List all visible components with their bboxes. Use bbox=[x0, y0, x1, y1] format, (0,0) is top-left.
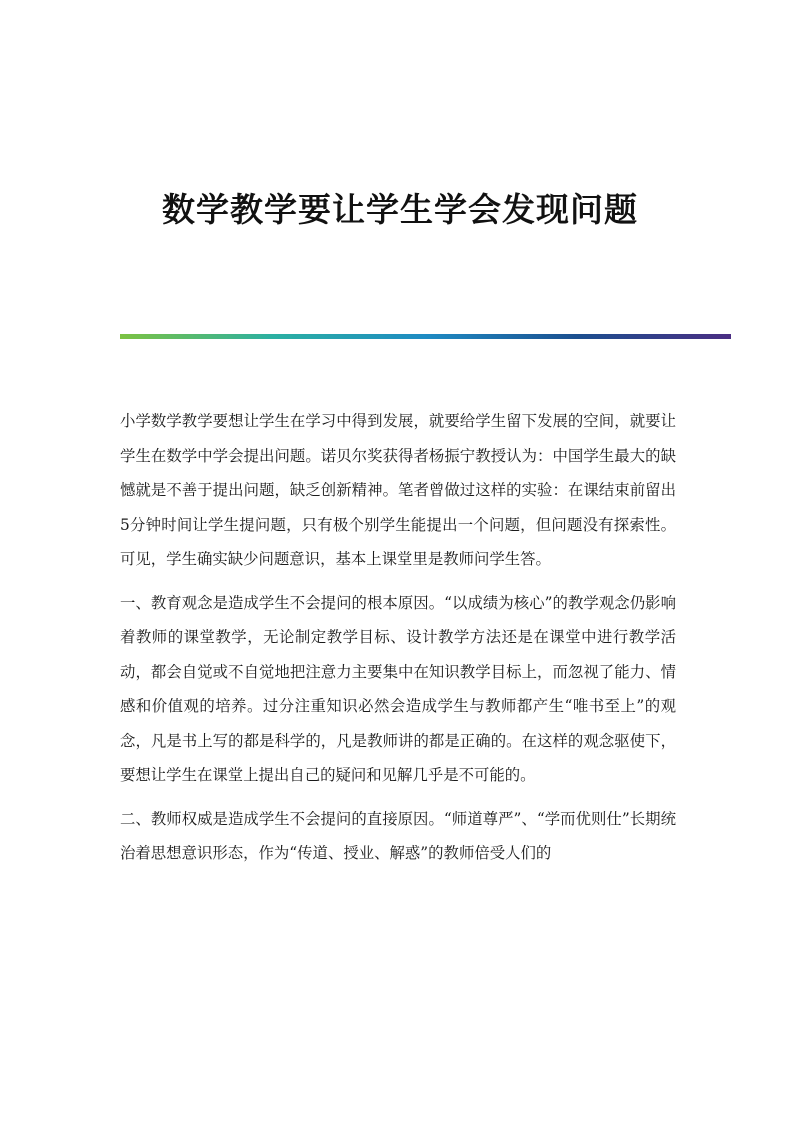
paragraph-section-1: 一、教育观念是造成学生不会提问的根本原因。“以成绩为核心”的教学观念仍影响着教师的课堂教学，无论制定教学目标、设计教学方法还是在课堂中进行教学活动，都会自觉或不自觉地把注意力主要集中在知识教学目标上，而忽视了能力、情感和价值观的培养。过分注重知识必然会造成学生与教师都产生“唯书至上”的观念，凡是书上写的都是科学的，凡是教师讲的都是正确的。在这样的观念驱使下，要想让学生在课堂上提出自己的疑问和见解几乎是不可能的。 bbox=[120, 593, 676, 784]
document-body bbox=[120, 404, 676, 880]
document-title: 数学教学要让学生学会发现问题 bbox=[162, 190, 638, 229]
paragraph-section-2: 二、教师权威是造成学生不会提问的直接原因。“师道尊严”、“学而优则仕”长期统治着思想意识形态，作为“传道、授业、解惑”的教师倍受人们的 bbox=[120, 809, 676, 862]
paragraph-intro: 小学数学教学要想让学生在学习中得到发展，就要给学生留下发展的空间，就要让学生在数学中学会提出问题。诺贝尔奖获得者杨振宁教授认为：中国学生最大的缺憾就是不善于提出问题，缺乏创新精神。笔者曾做过这样的实验：在课结束前留出5分钟时间让学生提问题，只有极个别学生能提出一个问题，但问题没有探索性。可见，学生确实缺少问题意识，基本上课堂里是教师问学生答。 bbox=[120, 412, 676, 568]
title-divider bbox=[120, 334, 731, 339]
